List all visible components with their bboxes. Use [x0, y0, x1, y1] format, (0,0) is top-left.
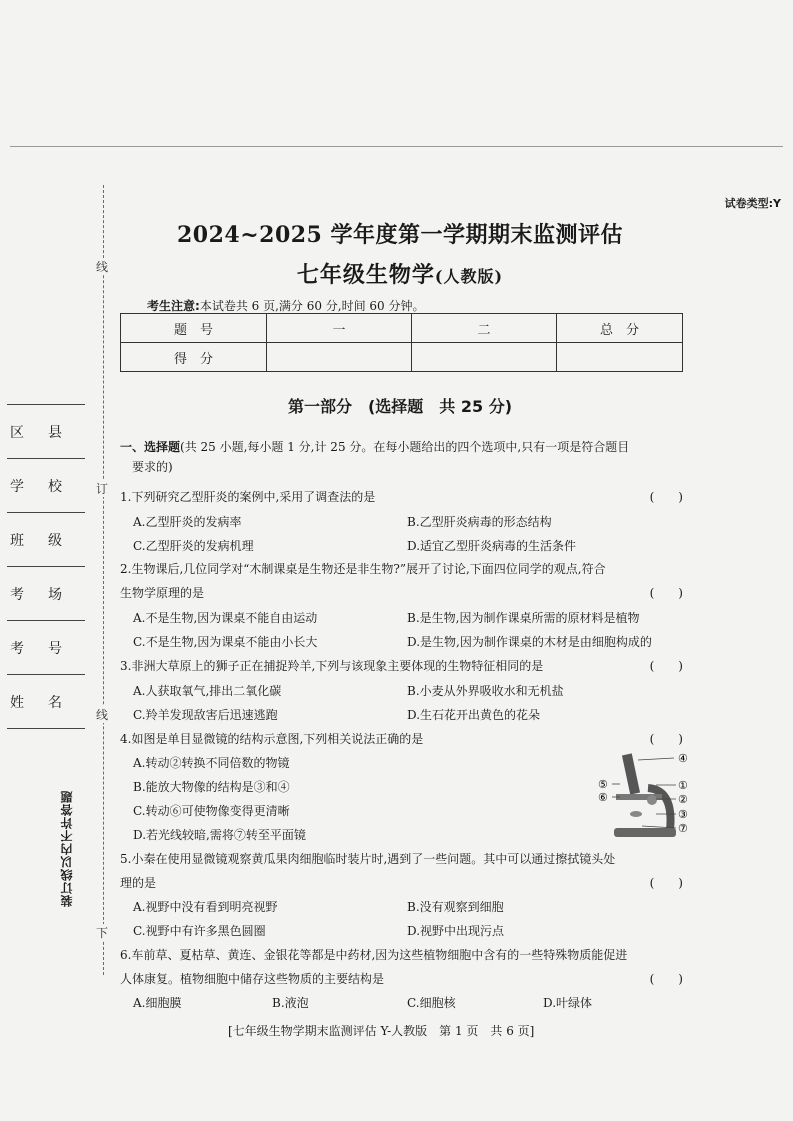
question-1-stem: 1.下列研究乙型肝炎的案例中,采用了调查法的是: [120, 490, 376, 504]
info-field-school[interactable]: [7, 459, 85, 513]
adjuster-knob-shape: [647, 795, 657, 805]
question-5-stem-1: 5.小秦在使用显微镜观察黄瓜果肉细胞临时装片时,遇到了一些问题。其中可以通过擦拭镜头处: [120, 852, 616, 866]
info-label-char: 姓: [10, 694, 24, 711]
microscope-diagram: [596, 748, 696, 840]
mirror-shape: [630, 811, 642, 817]
info-field-exam-room[interactable]: [7, 567, 85, 621]
score-header-cell: 题 号: [121, 314, 267, 343]
microscope-label-1: ①: [678, 779, 688, 792]
info-label-char: 号: [48, 640, 62, 657]
question-2-stem-1: 2.生物课后,几位同学对“木制课桌是生物还是非生物?”展开了讨论,下面四位同学的观点,符合: [120, 562, 606, 576]
section-intro: [120, 437, 683, 477]
score-cell-part2[interactable]: [412, 343, 557, 372]
info-field-name[interactable]: [7, 675, 85, 729]
q3-option-b[interactable]: B.小麦从外界吸收水和无机盐: [407, 684, 564, 698]
q5-option-c[interactable]: C.视野中有许多黑色圆圈: [133, 924, 266, 938]
q6-option-a[interactable]: A.细胞膜: [133, 996, 182, 1010]
microscope-label-7: ⑦: [678, 822, 688, 835]
q1-option-a[interactable]: A.乙型肝炎的发病率: [133, 515, 242, 529]
answer-paren-6[interactable]: ( ): [649, 972, 683, 986]
answer-paren-2[interactable]: ( ): [649, 586, 683, 600]
notice-text: 本试卷共 6 页,满分 60 分,时间 60 分钟。: [199, 299, 425, 313]
top-rule: [10, 146, 783, 147]
question-6-stem-1: 6.车前草、夏枯草、黄连、金银花等都是中药材,因为这些植物细胞中含有的一些特殊物质能促进: [120, 948, 628, 962]
question-2-stem-2: 生物学原理的是: [120, 586, 205, 600]
callout-line: [638, 758, 674, 760]
q3-option-d[interactable]: D.生石花开出黄色的花朵: [407, 708, 541, 722]
section-title: 第一部分 (选择题 共 25 分): [287, 397, 513, 416]
q2-option-b[interactable]: B.是生物,因为制作课桌所需的原材料是植物: [407, 611, 640, 625]
score-cell-part1[interactable]: [267, 343, 412, 372]
question-5-stem-2: 理的是: [120, 876, 157, 890]
intro-line-1: [120, 437, 683, 457]
q1-option-d[interactable]: D.适宜乙型肝炎病毒的生活条件: [407, 539, 577, 553]
binding-note: 装订线以内不许答题: [60, 790, 74, 907]
score-header-cell: 一: [267, 314, 412, 343]
info-label-char: 区: [10, 424, 24, 441]
info-field-district[interactable]: [7, 405, 85, 459]
student-info-table: [7, 404, 85, 729]
intro-text: (共 25 小题,每小题 1 分,计 25 分。在每小题给出的四个选项中,只有一项是符合题目: [180, 440, 630, 454]
info-label-char: 级: [48, 532, 62, 549]
info-label-char: 学: [10, 478, 24, 495]
microscope-label-6: ⑥: [598, 791, 608, 804]
score-cell-total[interactable]: [557, 343, 683, 372]
exam-notice: [147, 297, 425, 314]
question-4-stem: 4.如图是单目显微镜的结构示意图,下列相关说法正确的是: [120, 732, 424, 746]
q2-option-d[interactable]: D.是生物,因为制作课桌的木材是由细胞构成的: [407, 635, 652, 649]
info-label-char: 场: [48, 586, 62, 603]
score-table: [120, 313, 683, 372]
microscope-label-4: ④: [678, 752, 688, 765]
info-field-exam-number[interactable]: [7, 621, 85, 675]
info-label-char: 名: [48, 694, 62, 711]
q4-option-c[interactable]: C.转动⑥可使物像变得更清晰: [133, 804, 290, 818]
q5-option-b[interactable]: B.没有观察到细胞: [407, 900, 504, 914]
q1-option-c[interactable]: C.乙型肝炎的发病机理: [133, 539, 254, 553]
subject-name: 七年级生物学: [296, 262, 435, 288]
fold-char-4: 下: [96, 926, 109, 940]
q4-option-d[interactable]: D.若光线较暗,需将⑦转至平面镜: [133, 828, 306, 842]
answer-paren-1[interactable]: ( ): [649, 490, 683, 504]
q5-option-d[interactable]: D.视野中出现污点: [407, 924, 505, 938]
q6-option-b[interactable]: B.液泡: [272, 996, 309, 1010]
info-label-char: 校: [48, 478, 62, 495]
q2-option-a[interactable]: A.不是生物,因为课桌不能自由运动: [133, 611, 318, 625]
info-label-char: 考: [10, 640, 24, 657]
microscope-label-3: ③: [678, 808, 688, 821]
score-header-cell: 总 分: [557, 314, 683, 343]
page-title: 2024~2025 学年度第一学期期末监测评估: [176, 222, 624, 248]
info-field-class[interactable]: [7, 513, 85, 567]
microscope-label-5: ⑤: [598, 778, 608, 791]
subject-title: [120, 258, 680, 289]
fold-char-2: 订: [96, 482, 109, 496]
answer-paren-3[interactable]: ( ): [649, 659, 683, 673]
paper-type: 试卷类型:Y: [724, 197, 781, 210]
info-label-char: 考: [10, 586, 24, 603]
microscope-label-2: ②: [678, 793, 688, 806]
q6-option-d[interactable]: D.叶绿体: [543, 996, 593, 1010]
fold-char-3: 线: [96, 708, 109, 722]
answer-paren-5[interactable]: ( ): [649, 876, 683, 890]
question-6-stem-2: 人体康复。植物细胞中储存这些物质的主要结构是: [120, 972, 385, 986]
eyepiece-tube-shape: [622, 753, 640, 794]
q3-option-c[interactable]: C.羚羊发现敌害后迅速逃跑: [133, 708, 278, 722]
question-3-stem: 3.非洲大草原上的狮子正在捕捉羚羊,下列与该现象主要体现的生物特征相同的是: [120, 659, 544, 673]
q2-option-c[interactable]: C.不是生物,因为课桌不能由小长大: [133, 635, 318, 649]
q5-option-a[interactable]: A.视野中没有看到明亮视野: [133, 900, 278, 914]
score-header-cell: 二: [412, 314, 557, 343]
fold-line: [103, 185, 104, 975]
base-shape: [614, 828, 676, 837]
answer-paren-4[interactable]: ( ): [649, 732, 683, 746]
q4-option-b[interactable]: B.能放大物像的结构是③和④: [133, 780, 290, 794]
intro-line-2: 要求的): [132, 460, 173, 474]
fold-char-1: 线: [96, 260, 109, 274]
intro-label: 一、选择题: [120, 440, 181, 454]
notice-label: 考生注意:: [147, 299, 200, 313]
q1-option-b[interactable]: B.乙型肝炎病毒的形态结构: [407, 515, 552, 529]
info-label-char: 县: [48, 424, 62, 441]
q3-option-a[interactable]: A.人获取氧气,排出二氧化碳: [133, 684, 282, 698]
q6-option-c[interactable]: C.细胞核: [407, 996, 456, 1010]
score-row-label: 得 分: [121, 343, 267, 372]
page-footer: [七年级生物学期末监测评估 Y-人教版 第 1 页 共 6 页]: [228, 1024, 535, 1038]
info-label-char: 班: [10, 532, 24, 549]
edition: (人教版): [434, 267, 504, 286]
q4-option-a[interactable]: A.转动②转换不同倍数的物镜: [133, 756, 290, 770]
